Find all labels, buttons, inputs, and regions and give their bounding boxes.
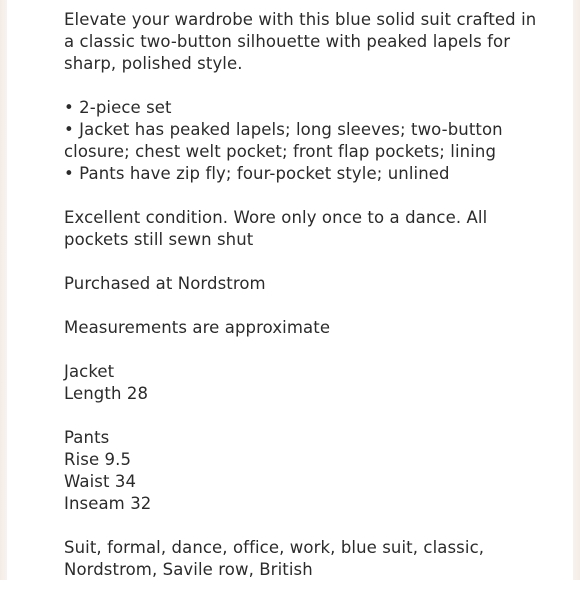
tags-paragraph bbox=[64, 537, 564, 581]
pants-inseam: Inseam 32 bbox=[64, 494, 152, 513]
feature-line: • 2-piece set bbox=[64, 98, 172, 117]
jacket-heading: Jacket bbox=[64, 362, 115, 381]
intro-line: a classic two-button silhouette with peaked lapels for bbox=[64, 32, 511, 51]
feature-line: • Jacket has peaked lapels; long sleeves; two-button bbox=[64, 120, 503, 139]
jacket-length: Length 28 bbox=[64, 384, 149, 403]
left-edge-shade bbox=[0, 0, 7, 580]
intro-line: Elevate your wardrobe with this blue solid suit crafted in bbox=[64, 10, 537, 29]
intro-paragraph bbox=[64, 9, 564, 75]
right-edge-shade bbox=[573, 0, 580, 580]
feature-line: • Pants have zip fly; four-pocket style; unlined bbox=[64, 164, 450, 183]
intro-line: sharp, polished style. bbox=[64, 54, 243, 73]
listing-description bbox=[64, 9, 564, 603]
condition-paragraph bbox=[64, 207, 564, 251]
purchase-line: Purchased at Nordstrom bbox=[64, 274, 266, 293]
condition-line: pockets still sewn shut bbox=[64, 230, 254, 249]
purchase-paragraph bbox=[64, 273, 564, 295]
jacket-measurements bbox=[64, 361, 564, 405]
pants-heading: Pants bbox=[64, 428, 110, 447]
feature-line: closure; chest welt pocket; front flap pockets; lining bbox=[64, 142, 497, 161]
pants-waist: Waist 34 bbox=[64, 472, 137, 491]
pants-measurements bbox=[64, 427, 564, 515]
tags-line: Suit, formal, dance, office, work, blue suit, classic, bbox=[64, 538, 485, 557]
condition-line: Excellent condition. Wore only once to a dance. All bbox=[64, 208, 488, 227]
measurements-note bbox=[64, 317, 564, 339]
feature-list bbox=[64, 97, 564, 185]
pants-rise: Rise 9.5 bbox=[64, 450, 132, 469]
measurements-note-line: Measurements are approximate bbox=[64, 318, 331, 337]
tags-line: Nordstrom, Savile row, British bbox=[64, 560, 313, 579]
